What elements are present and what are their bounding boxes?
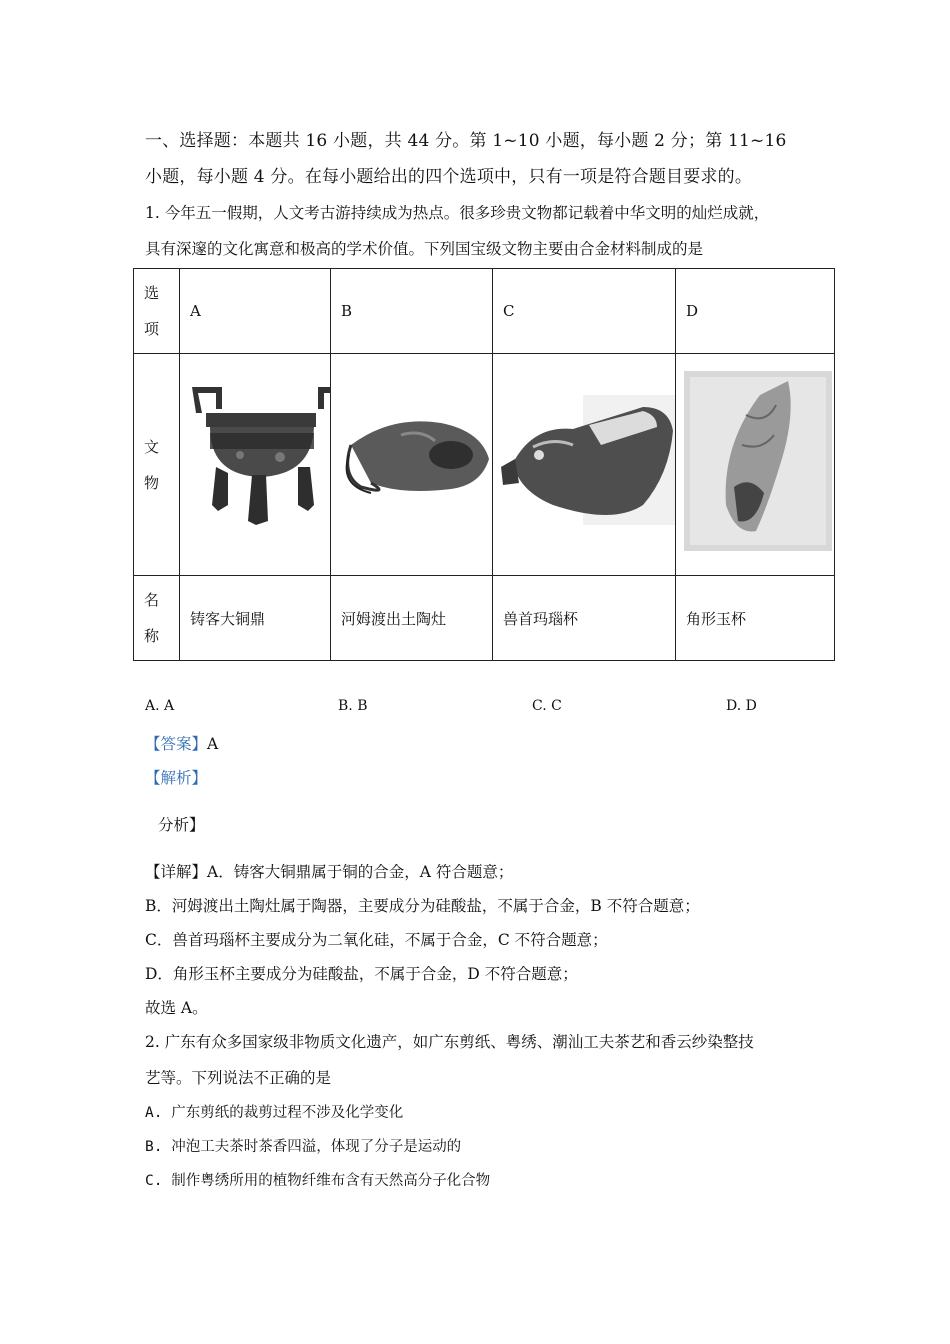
q2-option-b: B. 冲泡工夫茶时茶香四溢，体现了分子是运动的 <box>145 1139 462 1155</box>
detail-line-1: 【详解】A．铸客大铜鼎属于铜的合金，A 符合题意； <box>145 863 514 881</box>
agate-cup-icon <box>493 355 675 575</box>
row-label-char: 称 <box>144 627 160 645</box>
detail-line-2: B．河姆渡出土陶灶属于陶器，主要成分为硅酸盐，不属于合金，B 不符合题意； <box>145 897 700 915</box>
choice-b: B. B <box>338 698 368 714</box>
q2-option-c: C. 制作粤绣所用的植物纤维布含有天然高分子化合物 <box>145 1173 491 1189</box>
artifact-a-name: 铸客大铜鼎 <box>180 576 331 661</box>
artifact-d-name: 角形玉杯 <box>676 576 835 661</box>
row-label-char: 物 <box>144 473 160 492</box>
row-label-char: 选 <box>144 284 160 302</box>
artifact-c-cell <box>493 354 676 576</box>
choice-d: D. D <box>726 698 757 714</box>
q1-stem-line-1: 1. 今年五一假期，人文考古游持续成为热点。很多珍贵文物都记载着中华文明的灿烂成就， <box>145 204 770 222</box>
q2-stem-line-1: 2. 广东有众多国家级非物质文化遗产，如广东剪纸、粤绣、潮汕工夫茶艺和香云纱染整技 <box>145 1033 754 1051</box>
choice-a: A. A <box>145 698 175 714</box>
artifact-b-name: 河姆渡出土陶灶 <box>331 576 493 661</box>
row-label-char: 项 <box>144 320 160 338</box>
detail-line-3: C．兽首玛瑙杯主要成分为二氧化硅，不属于合金，C 不符合题意； <box>145 931 608 949</box>
artifact-d-cell <box>676 354 835 576</box>
analysis-sub: 分析】 <box>158 816 205 834</box>
section-heading-line-2: 小题，每小题 4 分。在每小题给出的四个选项中，只有一项是符合题目要求的。 <box>145 167 753 187</box>
table-row-names <box>134 576 835 661</box>
row-label-name <box>134 576 180 661</box>
artifact-c-name: 兽首玛瑙杯 <box>493 576 676 661</box>
option-c-header: C <box>493 269 676 354</box>
choice-c: C. C <box>532 698 562 714</box>
option-d-header: D <box>676 269 835 354</box>
artifact-table <box>133 268 835 661</box>
pottery-stove-icon <box>331 355 492 575</box>
detail-line-5: 故选 A。 <box>145 999 208 1017</box>
q2-stem-line-2: 艺等。下列说法不正确的是 <box>145 1069 332 1087</box>
row-label-option <box>134 269 180 354</box>
artifact-a-cell <box>180 354 331 576</box>
detail-line-4: D．角形玉杯主要成分为硅酸盐，不属于合金，D 不符合题意； <box>145 965 578 983</box>
answer-label: 【答案】 <box>145 735 208 753</box>
row-label-artifact <box>134 354 180 576</box>
analysis-label: 【解析】 <box>145 769 208 787</box>
table-row-artifacts <box>134 354 835 576</box>
section-heading-line-1: 一、选择题：本题共 16 小题，共 44 分。第 1~10 小题，每小题 2 分；第 11~16 <box>145 131 787 151</box>
option-a-header: A <box>180 269 331 354</box>
answer-value: A <box>207 735 219 753</box>
table-row-options <box>134 269 835 354</box>
q2-option-a: A. 广东剪纸的裁剪过程不涉及化学变化 <box>145 1105 404 1121</box>
row-label-char: 名 <box>144 591 160 609</box>
bronze-ding-icon <box>180 355 330 575</box>
answer-line <box>145 732 218 754</box>
option-b-header: B <box>331 269 493 354</box>
row-label-char: 文 <box>144 437 160 456</box>
jade-cup-icon <box>676 355 834 575</box>
artifact-b-cell <box>331 354 493 576</box>
q1-stem-line-2: 具有深邃的文化寓意和极高的学术价值。下列国宝级文物主要由合金材料制成的是 <box>145 240 704 258</box>
